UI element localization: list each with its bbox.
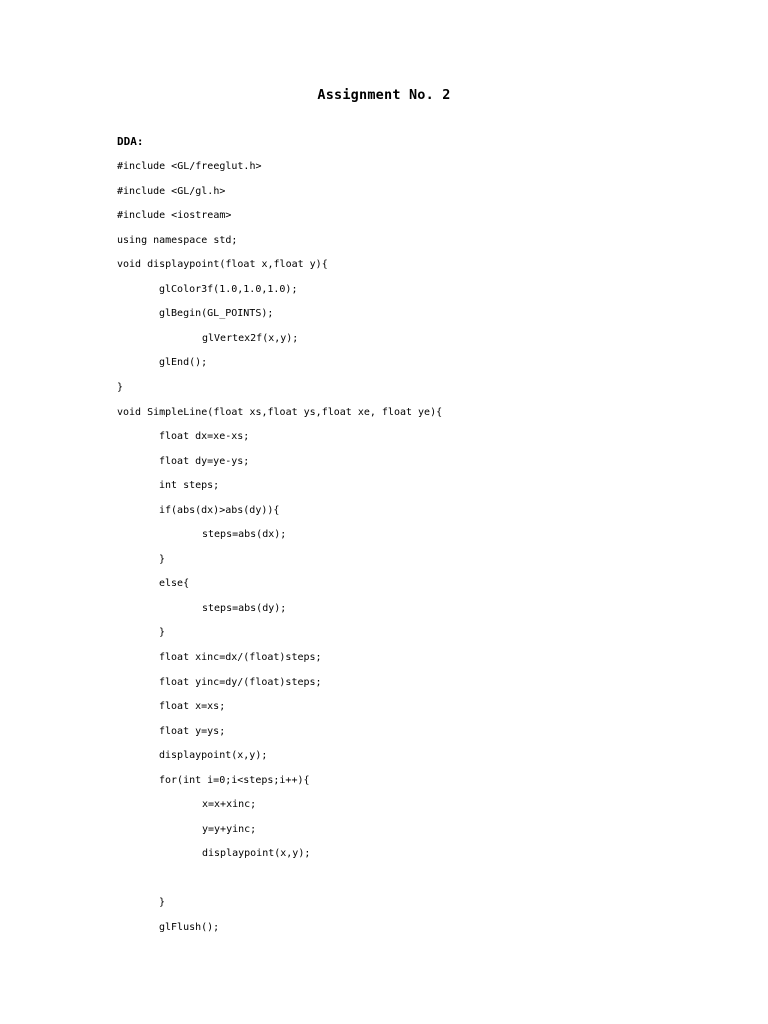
code-line: int steps;: [159, 480, 220, 491]
code-line: else{: [159, 578, 190, 589]
code-line: for(int i=0;i<steps;i++){: [159, 775, 310, 786]
code-line: float dy=ye-ys;: [159, 456, 250, 467]
code-line: glBegin(GL_POINTS);: [159, 308, 274, 319]
code-line: glFlush();: [159, 922, 220, 933]
code-line: glVertex2f(x,y);: [202, 333, 299, 344]
code-line: #include <GL/gl.h>: [117, 186, 226, 197]
document-title: Assignment No. 2: [317, 87, 451, 103]
code-line: float yinc=dy/(float)steps;: [159, 677, 322, 688]
code-line: float xinc=dx/(float)steps;: [159, 652, 322, 663]
code-line: displaypoint(x,y);: [159, 750, 268, 761]
section-heading: DDA:: [117, 135, 144, 148]
code-line: #include <iostream>: [117, 210, 232, 221]
code-line: }: [159, 554, 166, 565]
code-line: void SimpleLine(float xs,float ys,float xe, float ye){: [117, 407, 443, 418]
code-line: if(abs(dx)>abs(dy)){: [159, 505, 280, 516]
code-line: }: [117, 382, 124, 393]
code-line: steps=abs(dx);: [202, 529, 287, 540]
code-line: }: [159, 897, 166, 908]
code-line: displaypoint(x,y);: [202, 848, 311, 859]
code-line: float dx=xe-xs;: [159, 431, 250, 442]
code-line: steps=abs(dy);: [202, 603, 287, 614]
code-line: }: [159, 627, 166, 638]
code-line: float x=xs;: [159, 701, 226, 712]
code-line: void displaypoint(float x,float y){: [117, 259, 328, 270]
code-line: y=y+yinc;: [202, 824, 257, 835]
code-line: x=x+xinc;: [202, 799, 257, 810]
code-line: glEnd();: [159, 357, 208, 368]
code-line: glColor3f(1.0,1.0,1.0);: [159, 284, 298, 295]
code-line: #include <GL/freeglut.h>: [117, 161, 262, 172]
code-line: using namespace std;: [117, 235, 238, 246]
code-line: float y=ys;: [159, 726, 226, 737]
